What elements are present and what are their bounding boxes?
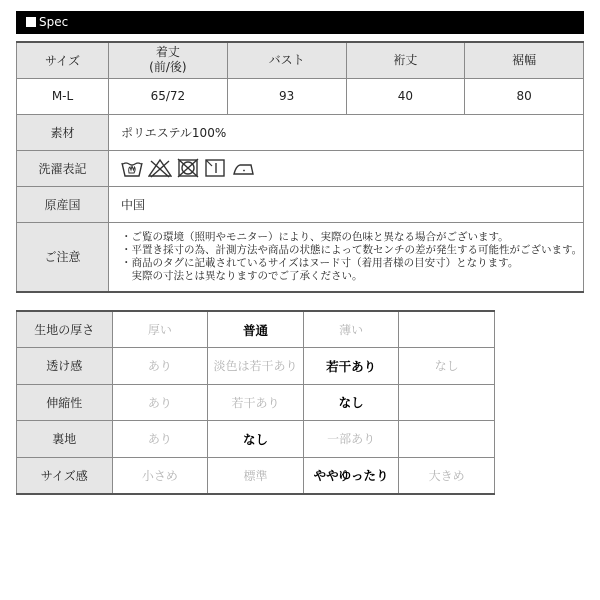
notes-label: ご注意 [17, 222, 109, 292]
feel-option: 淡色は若干あり [208, 348, 304, 385]
value-bust: 93 [227, 78, 346, 114]
feel-row-label: サイズ感 [17, 457, 113, 494]
value-sleeve: 40 [346, 78, 465, 114]
feel-row [17, 311, 495, 348]
fabric-feel-table [16, 310, 495, 495]
feel-option: あり [112, 348, 208, 385]
spec-header [16, 11, 584, 34]
origin-row [17, 186, 584, 222]
feel-option: なし [399, 348, 495, 385]
material-value: ポリエステル100% [109, 114, 584, 150]
size-value: M-L [17, 78, 109, 114]
no-bleach-icon [148, 158, 172, 178]
col-length [109, 42, 228, 78]
spec-title: Spec [39, 15, 69, 29]
feel-option-selected: なし [303, 384, 399, 421]
size-header-row [17, 42, 584, 78]
col-length-text: 着丈 (前/後) [149, 45, 187, 75]
notes-row [17, 222, 584, 292]
care-row [17, 150, 584, 186]
feel-option: あり [112, 384, 208, 421]
feel-row [17, 348, 495, 385]
no-tumble-dry-icon [177, 158, 199, 178]
feel-row [17, 457, 495, 494]
note-line: 実際の寸法とは異なりますのでご了承ください。 [121, 269, 363, 282]
feel-option-selected: ややゆったり [303, 457, 399, 494]
note-line: ・平置き採寸の為、計測方法や商品の状態によって数センチの差が発生する可能性がございます。 [121, 243, 583, 256]
value-hem: 80 [465, 78, 584, 114]
feel-option: あり [112, 421, 208, 458]
feel-option: 小さめ [112, 457, 208, 494]
hand-wash-icon [121, 158, 143, 178]
feel-option: 標準 [208, 457, 304, 494]
feel-option [399, 421, 495, 458]
feel-row [17, 384, 495, 421]
feel-row [17, 421, 495, 458]
feel-option: 若干あり [208, 384, 304, 421]
size-label: サイズ [17, 42, 109, 78]
feel-option: 一部あり [303, 421, 399, 458]
col-hem: 裾幅 [465, 42, 584, 78]
feel-row-label: 透け感 [17, 348, 113, 385]
line-dry-shade-icon [204, 158, 226, 178]
care-label: 洗濯表記 [17, 150, 109, 186]
feel-option-selected: 若干あり [303, 348, 399, 385]
col-sleeve: 裄丈 [346, 42, 465, 78]
origin-value: 中国 [109, 186, 584, 222]
col-bust: バスト [227, 42, 346, 78]
feel-option [399, 311, 495, 348]
material-label: 素材 [17, 114, 109, 150]
origin-label: 原産国 [17, 186, 109, 222]
feel-option: 厚い [112, 311, 208, 348]
feel-option-selected: 普通 [208, 311, 304, 348]
feel-row-label: 生地の厚さ [17, 311, 113, 348]
spec-table [16, 41, 584, 293]
feel-row-label: 裏地 [17, 421, 113, 458]
feel-option: 薄い [303, 311, 399, 348]
note-line: ・商品のタグに記載されているサイズはヌード寸（着用者様の目安寸）となります。 [121, 256, 519, 269]
value-length: 65/72 [109, 78, 228, 114]
care-icons [109, 150, 584, 186]
square-icon [26, 17, 36, 27]
iron-low-icon [231, 158, 255, 178]
material-row [17, 114, 584, 150]
feel-option: 大きめ [399, 457, 495, 494]
notes-text [109, 222, 584, 292]
size-value-row [17, 78, 584, 114]
note-line: ・ご覧の環境（照明やモニター）により、実際の色味と異なる場合がございます。 [121, 230, 509, 243]
feel-option [399, 384, 495, 421]
feel-row-label: 伸縮性 [17, 384, 113, 421]
feel-option-selected: なし [208, 421, 304, 458]
